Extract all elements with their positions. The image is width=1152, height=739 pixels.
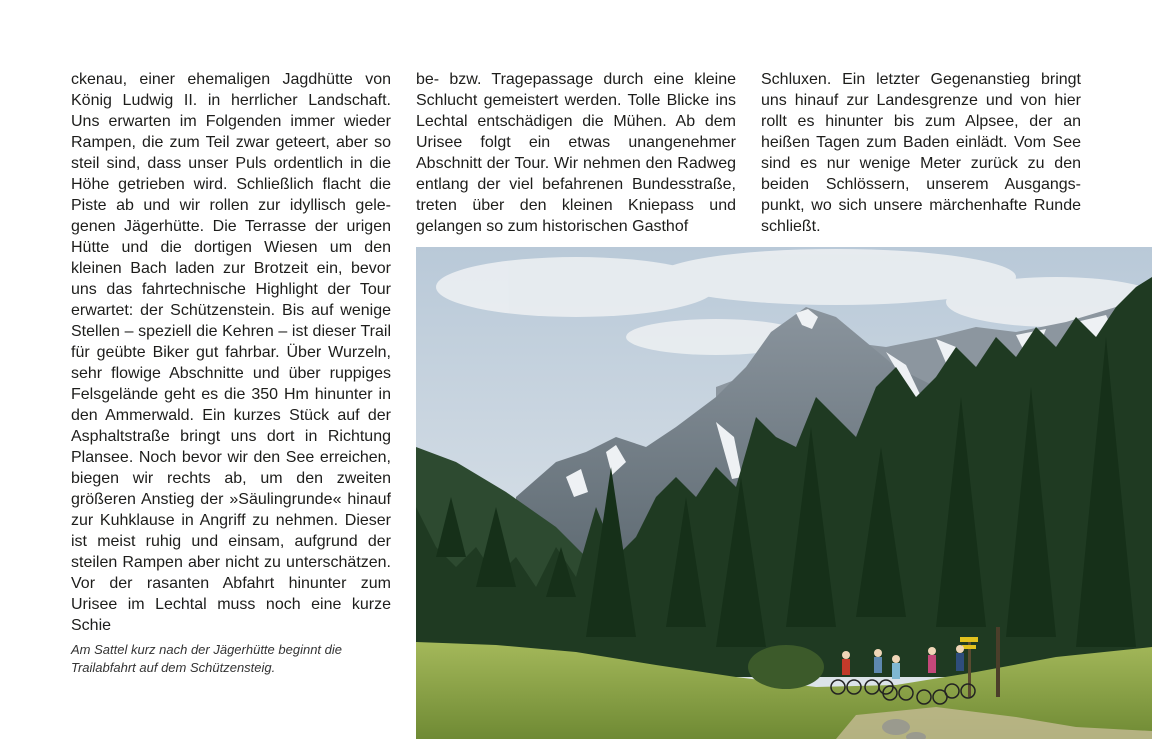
body-text: ckenau, einer ehemaligen Jagdhütte von König Ludwig II. in herrlicher Landschaft. Uns erwarten im Folgenden immer wieder Rampen, die zum Teil zwar geteert, aber so steil sind, dass unser Puls ordentlich in die Höhe getrieben wird. Schließlich flacht die Piste ab und wir rollen zur idyllisch gelegenen Jägerhütte. Die Terrasse der urigen Hütte und die dortigen Wiesen um den kleinen Bach laden zur Brotzeit ein, bevor uns das fahrtechnische Highlight der Tour erwartet: der Schützenstein. Bis auf wenige Stellen – speziell die Kehren – ist dieser Trail für geübte Biker gut fahrbar. Über Wurzeln, sehr flowige Abschnitte und über ruppiges Felsgelände geht es die 350 Hm hinunter in den Ammerwald. Ein kurzes Stück auf der Asphaltstraße bringt uns dort in Richtung Plansee. Noch bevor wir den See erreichen, biegen wir rechts ab, um den zweiten größeren Anstieg der »Säulingrunde« hinauf zur Kuhklause in Angriff zu nehmen. Dieser ist meist ruhig und einsam, aufgrund der steilen Rampen aber nicht zu unterschätzen. Vor der rasanten Abfahrt hinunter zum Urisee im Lechtal muss noch eine kurze Schie	[71, 71, 391, 634]
text-column-1	[71, 69, 391, 636]
body-text: be- bzw. Tragepassage durch eine kleine Schlucht gemeistert werden. Tolle Blicke ins Lechtal entschädigen die Mühen. Ab dem Urisee folgt ein etwas unangenehmer Abschnitt der Tour. Wir nehmen den Radweg entlang der viel befahrenen Bundesstraße, treten über den kleinen Kniepass und gelangen so zum historischen Gasthof	[416, 71, 736, 235]
mountain-bike-photo	[416, 247, 1152, 739]
body-text: Schluxen. Ein letzter Gegenanstieg bringt uns hinauf zur Landesgrenze und von hier rollt es hinunter bis zum Alpsee, der an heißen Tagen zum Baden einlädt. Vom See sind es nur wenige Meter zurück zu den beiden Schlössern, unserem Ausgangspunkt, wo sich unsere märchenhafte Runde schließt.	[761, 71, 1081, 235]
photo-caption	[71, 641, 391, 677]
caption-text: Am Sattel kurz nach der Jägerhütte beginnt die Trailabfahrt auf dem Schützensteig.	[71, 642, 342, 675]
text-column-2	[416, 69, 736, 237]
fence-post	[996, 627, 1000, 697]
bush	[748, 645, 824, 689]
photo-illustration	[416, 247, 1152, 739]
text-column-3	[761, 69, 1081, 237]
